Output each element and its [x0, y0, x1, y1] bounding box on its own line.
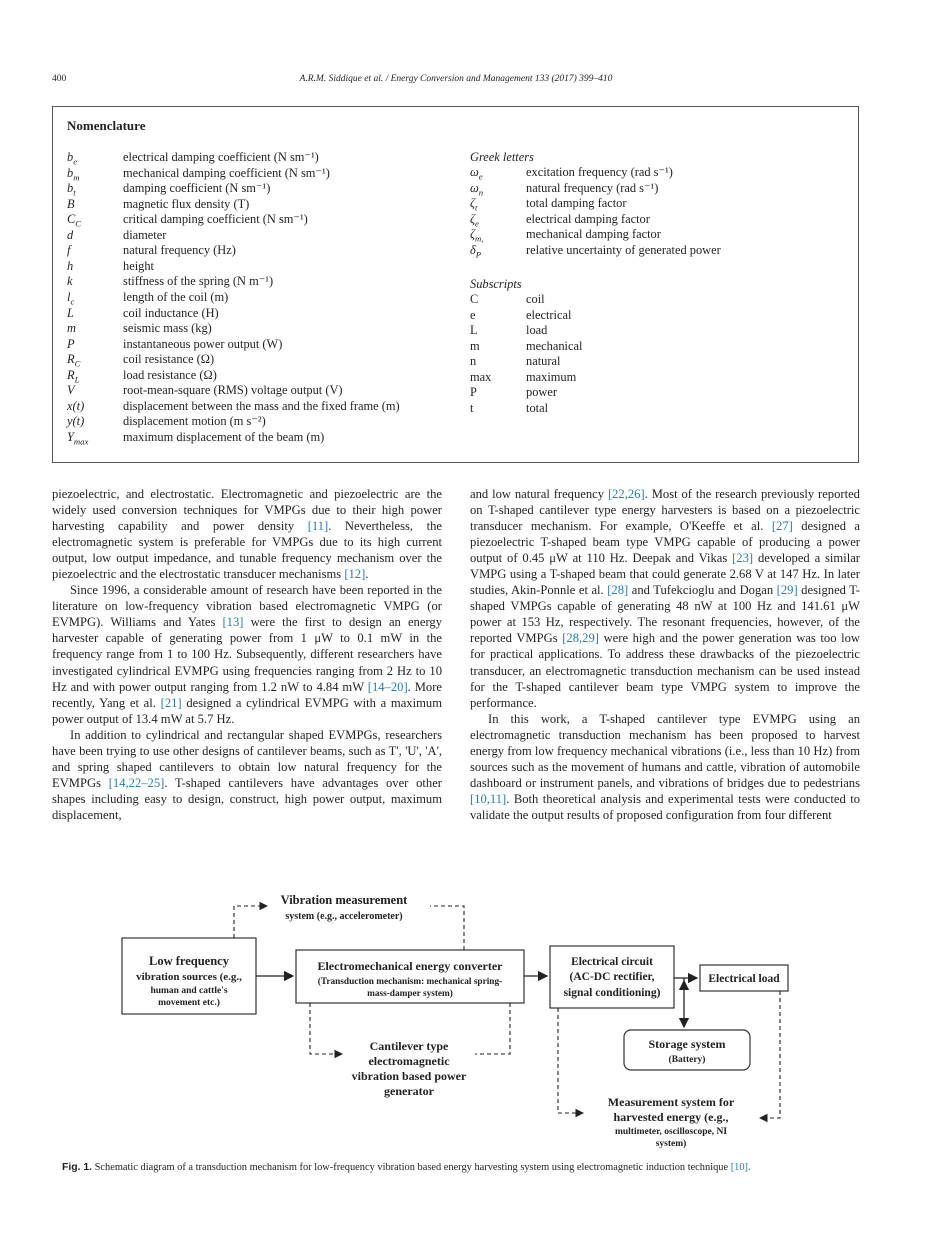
- nomenclature-symbol: f: [67, 243, 71, 258]
- nomenclature-description: maximum: [526, 369, 577, 384]
- nomenclature-description: total: [526, 400, 549, 415]
- dashed-arrow-converter-side: [475, 1003, 510, 1054]
- body-paragraph: Since 1996, a considerable amount of research have been reported in the literature on low-frequency vibration based electromagnetic VMPG (or EVMPG). Williams and Yates [13] were the first to design an energy harvester capable of generating power from 1 μW to 0.1 mW in the frequency range from 1 to 100 Hz. Subsequently, different researchers have investigated cylindrical EVMPG using frequencies ranging from 2 Hz to 10 Hz and with power output ranging from 1.2 nW to 4.84 mW [14–20]. More recently, Yang et al. [21] designed a cylindrical EVMPG with a maximum power output of 13.4 mW at 5.7 Hz.: [52, 583, 443, 726]
- nomenclature-entry: [470, 339, 582, 355]
- nomenclature-description: natural frequency (rad s⁻¹): [526, 180, 659, 195]
- nomenclature-box: [52, 106, 859, 463]
- nomenclature-symbol: $b_e$: [67, 150, 78, 167]
- cantilever-line3: vibration based power: [351, 1069, 467, 1083]
- nomenclature-description: mechanical damping coefficient (N sm⁻¹): [123, 165, 330, 180]
- nomenclature-description: excitation frequency (rad s⁻¹): [526, 165, 673, 179]
- figure-1-caption: [62, 1162, 862, 1173]
- nomenclature-entry: [67, 430, 324, 450]
- citation-link[interactable]: [22,26]: [607, 487, 645, 501]
- nomenclature-entry: [470, 323, 547, 339]
- nomenclature-description: diameter: [123, 227, 167, 242]
- citation-link[interactable]: [28,29]: [562, 631, 599, 646]
- meas-line1: Measurement system for: [607, 1095, 735, 1109]
- nomenclature-description: electrical damping coefficient (N sm⁻¹): [123, 150, 319, 164]
- cantilever-line1: Cantilever type: [369, 1039, 449, 1053]
- nomenclature-symbol: max: [470, 369, 492, 384]
- nomenclature-entry: [67, 306, 219, 322]
- meas-line2: harvested energy (e.g.,: [613, 1110, 729, 1124]
- subscripts-heading: Subscripts: [470, 277, 522, 291]
- nomenclature-symbol: $\omega_e$: [470, 165, 483, 182]
- body-column-right: [470, 486, 860, 823]
- nomenclature-description: total damping factor: [526, 196, 627, 211]
- nomenclature-description: stiffness of the spring (N m⁻¹): [123, 274, 274, 289]
- nomenclature-entry: [67, 228, 166, 244]
- nomenclature-entry: [67, 259, 154, 275]
- vib-measure-line1: Vibration measurement: [280, 893, 408, 907]
- nomenclature-entry: [67, 274, 273, 290]
- running-header: [52, 74, 860, 88]
- circuit-line1: Electrical circuit: [571, 956, 653, 968]
- dashed-arrow-to-cantilever: [310, 1003, 342, 1054]
- nomenclature-entry: [67, 337, 282, 353]
- converter-line1: Electromechanical energy converter: [317, 959, 503, 973]
- nomenclature-entry: [470, 401, 548, 417]
- nomenclature-symbol: $R_L$: [67, 367, 80, 385]
- nomenclature-description: length of the coil (m): [123, 289, 229, 304]
- journal-citation: A.R.M. Siddique et al. / Energy Conversion and Management 133 (2017) 399–410: [299, 74, 613, 84]
- citation-link[interactable]: [13]: [222, 615, 244, 630]
- nomenclature-description: critical damping coefficient (N sm⁻¹): [123, 212, 308, 227]
- nomenclature-description: instantaneous power output (W): [123, 336, 283, 351]
- nomenclature-description: electrical: [526, 307, 572, 322]
- nomenclature-symbol: V: [67, 383, 75, 398]
- nomenclature-symbol: h: [67, 258, 74, 273]
- citation-link[interactable]: [28]: [607, 583, 629, 598]
- nomenclature-description: load resistance (Ω): [123, 367, 217, 382]
- nomenclature-symbol: t: [470, 400, 474, 415]
- nomenclature-description: coil resistance (Ω): [123, 352, 215, 367]
- nomenclature-symbol: $b_t$: [67, 181, 76, 198]
- nomenclature-symbol: m: [67, 321, 76, 336]
- nomenclature-symbol: m: [470, 338, 480, 353]
- nomenclature-symbol: $Y_{max}$: [67, 429, 89, 447]
- nomenclature-description: coil: [526, 292, 545, 306]
- nomenclature-symbol: $R_C$: [67, 352, 81, 369]
- nomenclature-description: natural frequency (Hz): [123, 243, 236, 258]
- meas-line4: system): [655, 1139, 687, 1149]
- nomenclature-description: coil inductance (H): [123, 305, 219, 320]
- nomenclature-symbol: B: [67, 196, 75, 211]
- dashed-line-from-vib-measure: [430, 906, 464, 950]
- nomenclature-symbol: e: [470, 307, 476, 322]
- body-paragraph: In this work, a T-shaped cantilever type EVMPG using an electromagnetic transduction mechanism has been proposed to harvest energy from low frequency mechanical vibrations (i.e., less than 10 Hz) from sources such as the movement of humans and cattle, vibration of automobile dashboard or instrument panels, and vibrations of bridges due to pedestrians [10,11]. Both theoretical analysis and experimental tests were conducted to validate the output results of proposed configuration from four different: [470, 711, 860, 822]
- citation-link[interactable]: [23]: [732, 551, 754, 566]
- greek-letters-heading: Greek letters: [470, 150, 534, 164]
- nomenclature-description: electrical damping factor: [526, 211, 650, 226]
- nomenclature-entry: [67, 243, 236, 259]
- meas-line3: multimeter, oscilloscope, NI: [614, 1127, 728, 1137]
- nomenclature-description: power: [526, 385, 557, 400]
- nomenclature-symbol: L: [470, 323, 478, 338]
- nomenclature-symbol: $\delta_P$: [470, 242, 482, 260]
- caption-text: Schematic diagram of a transduction mechanism for low-frequency vibration based energy harvesting system using electromagnetic induction technique: [94, 1162, 729, 1173]
- nomenclature-symbol: x(t): [67, 398, 85, 413]
- nomenclature-symbol: y(t): [67, 414, 85, 429]
- low-freq-line4: movement etc.): [158, 998, 220, 1008]
- nomenclature-description: mechanical: [526, 338, 583, 353]
- nomenclature-symbol: $l_c$: [67, 289, 75, 307]
- body-paragraph: piezoelectric, and electrostatic. Electromagnetic and piezoelectric are the widely used conversion techniques for VMPGs due to their high power harvesting capability and power density [11]. Nevertheless, the electromagnetic system is preferable for VMPGs due to its high current output, low output impedance, and tunable frequency mechanism over the piezoelectric and the electrostatic transducer mechanisms [12].: [52, 487, 442, 582]
- citation-link[interactable]: [27]: [771, 519, 793, 534]
- nomenclature-description: root-mean-square (RMS) voltage output (V): [123, 383, 343, 398]
- body-paragraph: In addition to cylindrical and rectangular shaped EVMPGs, researchers have been trying to use other designs of cantilever beams, such as T', 'U', 'A', and spring shaped cantilevers to obtain low natural frequency for the EVMPGs [14,22–25]. T-shaped cantilevers have advantages over other shapes including easy to design, construct, high power output, maximum displacement,: [52, 727, 442, 822]
- nomenclature-description: damping coefficient (N sm⁻¹): [123, 181, 271, 196]
- nomenclature-entry: [67, 197, 249, 213]
- nomenclature-description: seismic mass (kg): [123, 321, 212, 336]
- nomenclature-symbol: n: [470, 354, 477, 369]
- storage-line1: Storage system: [648, 1037, 726, 1051]
- converter-line2: (Transduction mechanism: mechanical spring-: [317, 977, 503, 987]
- low-freq-line2: vibration sources (e.g.,: [136, 971, 242, 983]
- nomenclature-symbol: $\omega_n$: [470, 180, 484, 198]
- circuit-line2: (AC-DC rectifier,: [569, 971, 655, 983]
- caption-label: Fig. 1.: [62, 1162, 93, 1173]
- nomenclature-description: displacement motion (m s⁻²): [123, 414, 266, 429]
- circuit-line3: signal conditioning): [563, 987, 661, 999]
- cantilever-line2: electromagnetic: [368, 1054, 450, 1068]
- nomenclature-symbol: $b_m$: [67, 165, 80, 183]
- load-label: Electrical load: [708, 973, 780, 985]
- cantilever-line4: generator: [384, 1084, 434, 1098]
- nomenclature-description: magnetic flux density (T): [123, 196, 250, 211]
- nomenclature-entry: [67, 399, 400, 415]
- nomenclature-description: height: [123, 258, 154, 273]
- citation-link[interactable]: [21]: [160, 695, 182, 710]
- low-freq-line3: human and cattle's: [150, 986, 228, 996]
- nomenclature-description: natural: [526, 354, 561, 369]
- nomenclature-description: displacement between the mass and the fixed frame (m): [123, 398, 400, 413]
- nomenclature-entry: [470, 292, 545, 308]
- dashed-arrow-to-vib-measure: [234, 906, 267, 938]
- body-paragraph: and low natural frequency [22,26]. Most of the research previously reported on T-shaped cantilever type energy harvesters is based on a piezoelectric transducer mechanism. For example, O'Keeffe et al. [27] designed a piezoelectric T-shaped beam type VMPG capable of producing a power output of 0.45 μW at 110 Hz. Deepak and Vikas [23] developed a similar VMPG using a T-shaped beam that could generate 2.68 V at 147 Hz. In later studies, Akin-Ponnle et al. [28] and Tufekcioglu and Dogan [29] designed T-shaped VMPGs capable of generating 48 nW at 100 Hz and 141.61 μW power at 153 Hz, respectively. The resonant frequencies, however, of the reported VMPGs [28,29] were high and the power generation was too low for practical applications. To address these drawbacks of the piezoelectric transducer, an electromagnetic transduction mechanism can be used instead for the T-shaped cantilever beam type VMPG system to improve the performance.: [470, 487, 860, 710]
- nomenclature-description: relative uncertainty of generated power: [526, 242, 721, 257]
- nomenclature-entry: [67, 414, 266, 430]
- citation-link[interactable]: [12]: [344, 567, 366, 582]
- dashed-arrow-to-measurement: [558, 1008, 583, 1113]
- citation-link[interactable]: [14–20]: [367, 679, 408, 694]
- page-number: 400: [52, 74, 67, 84]
- nomenclature-symbol: C: [470, 292, 479, 306]
- citation-link[interactable]: [10,11]: [470, 791, 507, 806]
- nomenclature-description: load: [526, 323, 548, 338]
- nomenclature-entry: [470, 308, 571, 324]
- nomenclature-entry: [470, 385, 557, 401]
- storage-line2: (Battery): [668, 1055, 706, 1065]
- body-column-left: [52, 486, 442, 823]
- nomenclature-entry: [470, 243, 721, 263]
- converter-line3: mass-damper system): [367, 989, 453, 999]
- low-freq-line1: Low frequency: [149, 954, 229, 968]
- nomenclature-entry: [67, 383, 343, 399]
- nomenclature-symbol: P: [470, 385, 477, 400]
- nomenclature-symbol: L: [67, 305, 74, 320]
- vib-measure-line2: system (e.g., accelerometer): [285, 911, 403, 922]
- nomenclature-symbol: $\zeta_{m,}$: [470, 227, 484, 244]
- nomenclature-symbol: $\zeta_t$: [470, 196, 478, 213]
- nomenclature-description: mechanical damping factor: [526, 227, 661, 242]
- figure-1-diagram: [118, 886, 808, 1154]
- nomenclature-description: maximum displacement of the beam (m): [123, 429, 325, 444]
- nomenclature-symbol: k: [67, 274, 73, 289]
- caption-ref-link[interactable]: [10].: [730, 1162, 751, 1173]
- nomenclature-entry: [470, 354, 560, 370]
- citation-link[interactable]: [11]: [307, 519, 329, 534]
- nomenclature-symbol: d: [67, 227, 74, 242]
- nomenclature-entry: [67, 321, 212, 337]
- citation-link[interactable]: [14,22–25]: [108, 775, 165, 790]
- nomenclature-entry: [470, 370, 576, 386]
- nomenclature-symbol: P: [67, 336, 75, 351]
- nomenclature-title: Nomenclature: [67, 118, 146, 133]
- citation-link[interactable]: [29]: [776, 583, 798, 598]
- nomenclature-symbol: $\zeta_e$: [470, 211, 479, 229]
- nomenclature-symbol: $C_C$: [67, 212, 82, 229]
- dashed-arrow-from-load: [760, 991, 780, 1118]
